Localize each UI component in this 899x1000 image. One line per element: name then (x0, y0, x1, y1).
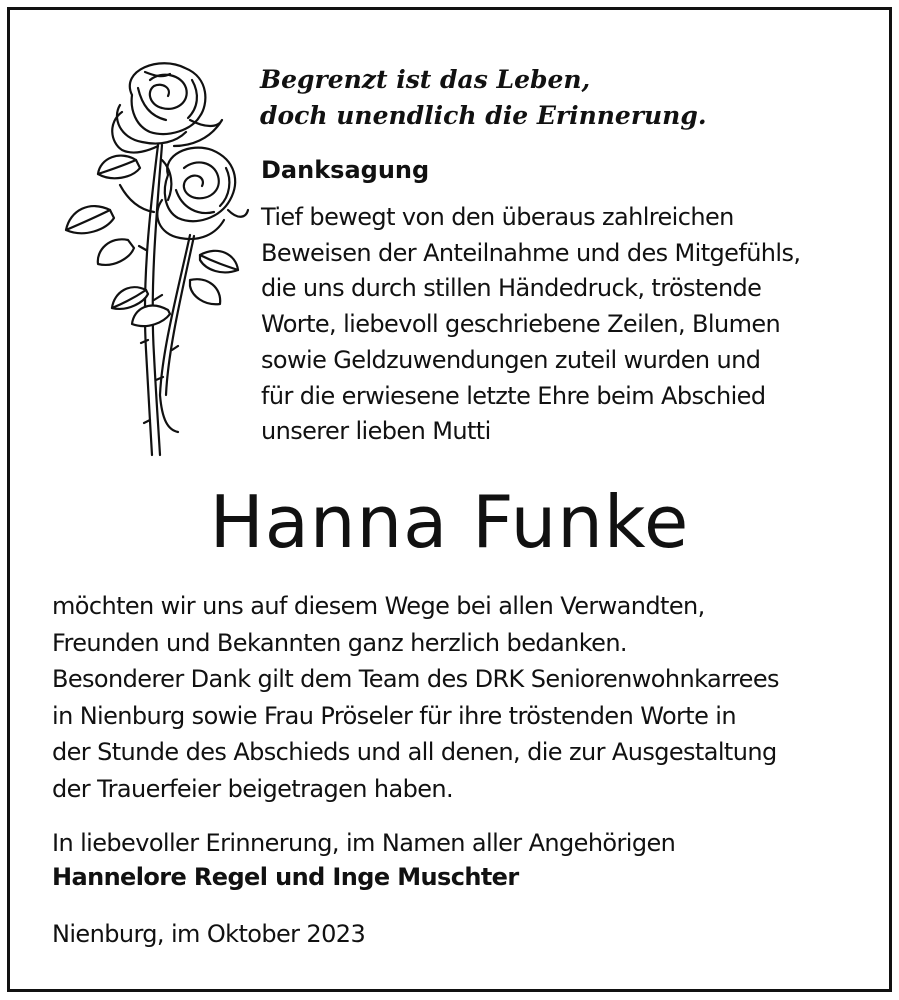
thanks-paragraph: möchten wir uns auf diesem Wege bei allen Verwandten, Freunden und Bekannten ganz herzlich bedanken. Besonderer Dank gilt dem Team des DRK Seniorenwohnkarrees in Nienburg sowie Frau Pröseler für ihre tröstenden Worte in der Stunde des Abschieds und all denen, die zur Ausgestaltung der Trauerfeier beigetragen haben. (52, 592, 779, 803)
closing-line: In liebevoller Erinnerung, im Namen aller Angehörigen (52, 829, 676, 857)
notice-heading: Danksagung (261, 156, 430, 184)
intro-paragraph: Tief bewegt von den überaus zahlreichen Beweisen der Anteilnahme und des Mitgefühls, die uns durch stillen Händedruck, tröstende Worte, liebevoll geschriebene Zeilen, Blumen sowie Geldzuwendungen zuteil wurden und für die erwiesene letzte Ehre beim Abschied unserer lieben Mutti (261, 203, 801, 446)
place-date: Nienburg, im Oktober 2023 (52, 920, 366, 948)
signers: Hannelore Regel und Inge Muschter (52, 863, 519, 891)
motto-verse: Begrenzt ist das Leben, doch unendlich die Erinnerung. (260, 65, 707, 130)
roses-icon (50, 50, 250, 470)
obituary-card (7, 7, 892, 992)
deceased-name: Hanna Funke (209, 480, 690, 564)
